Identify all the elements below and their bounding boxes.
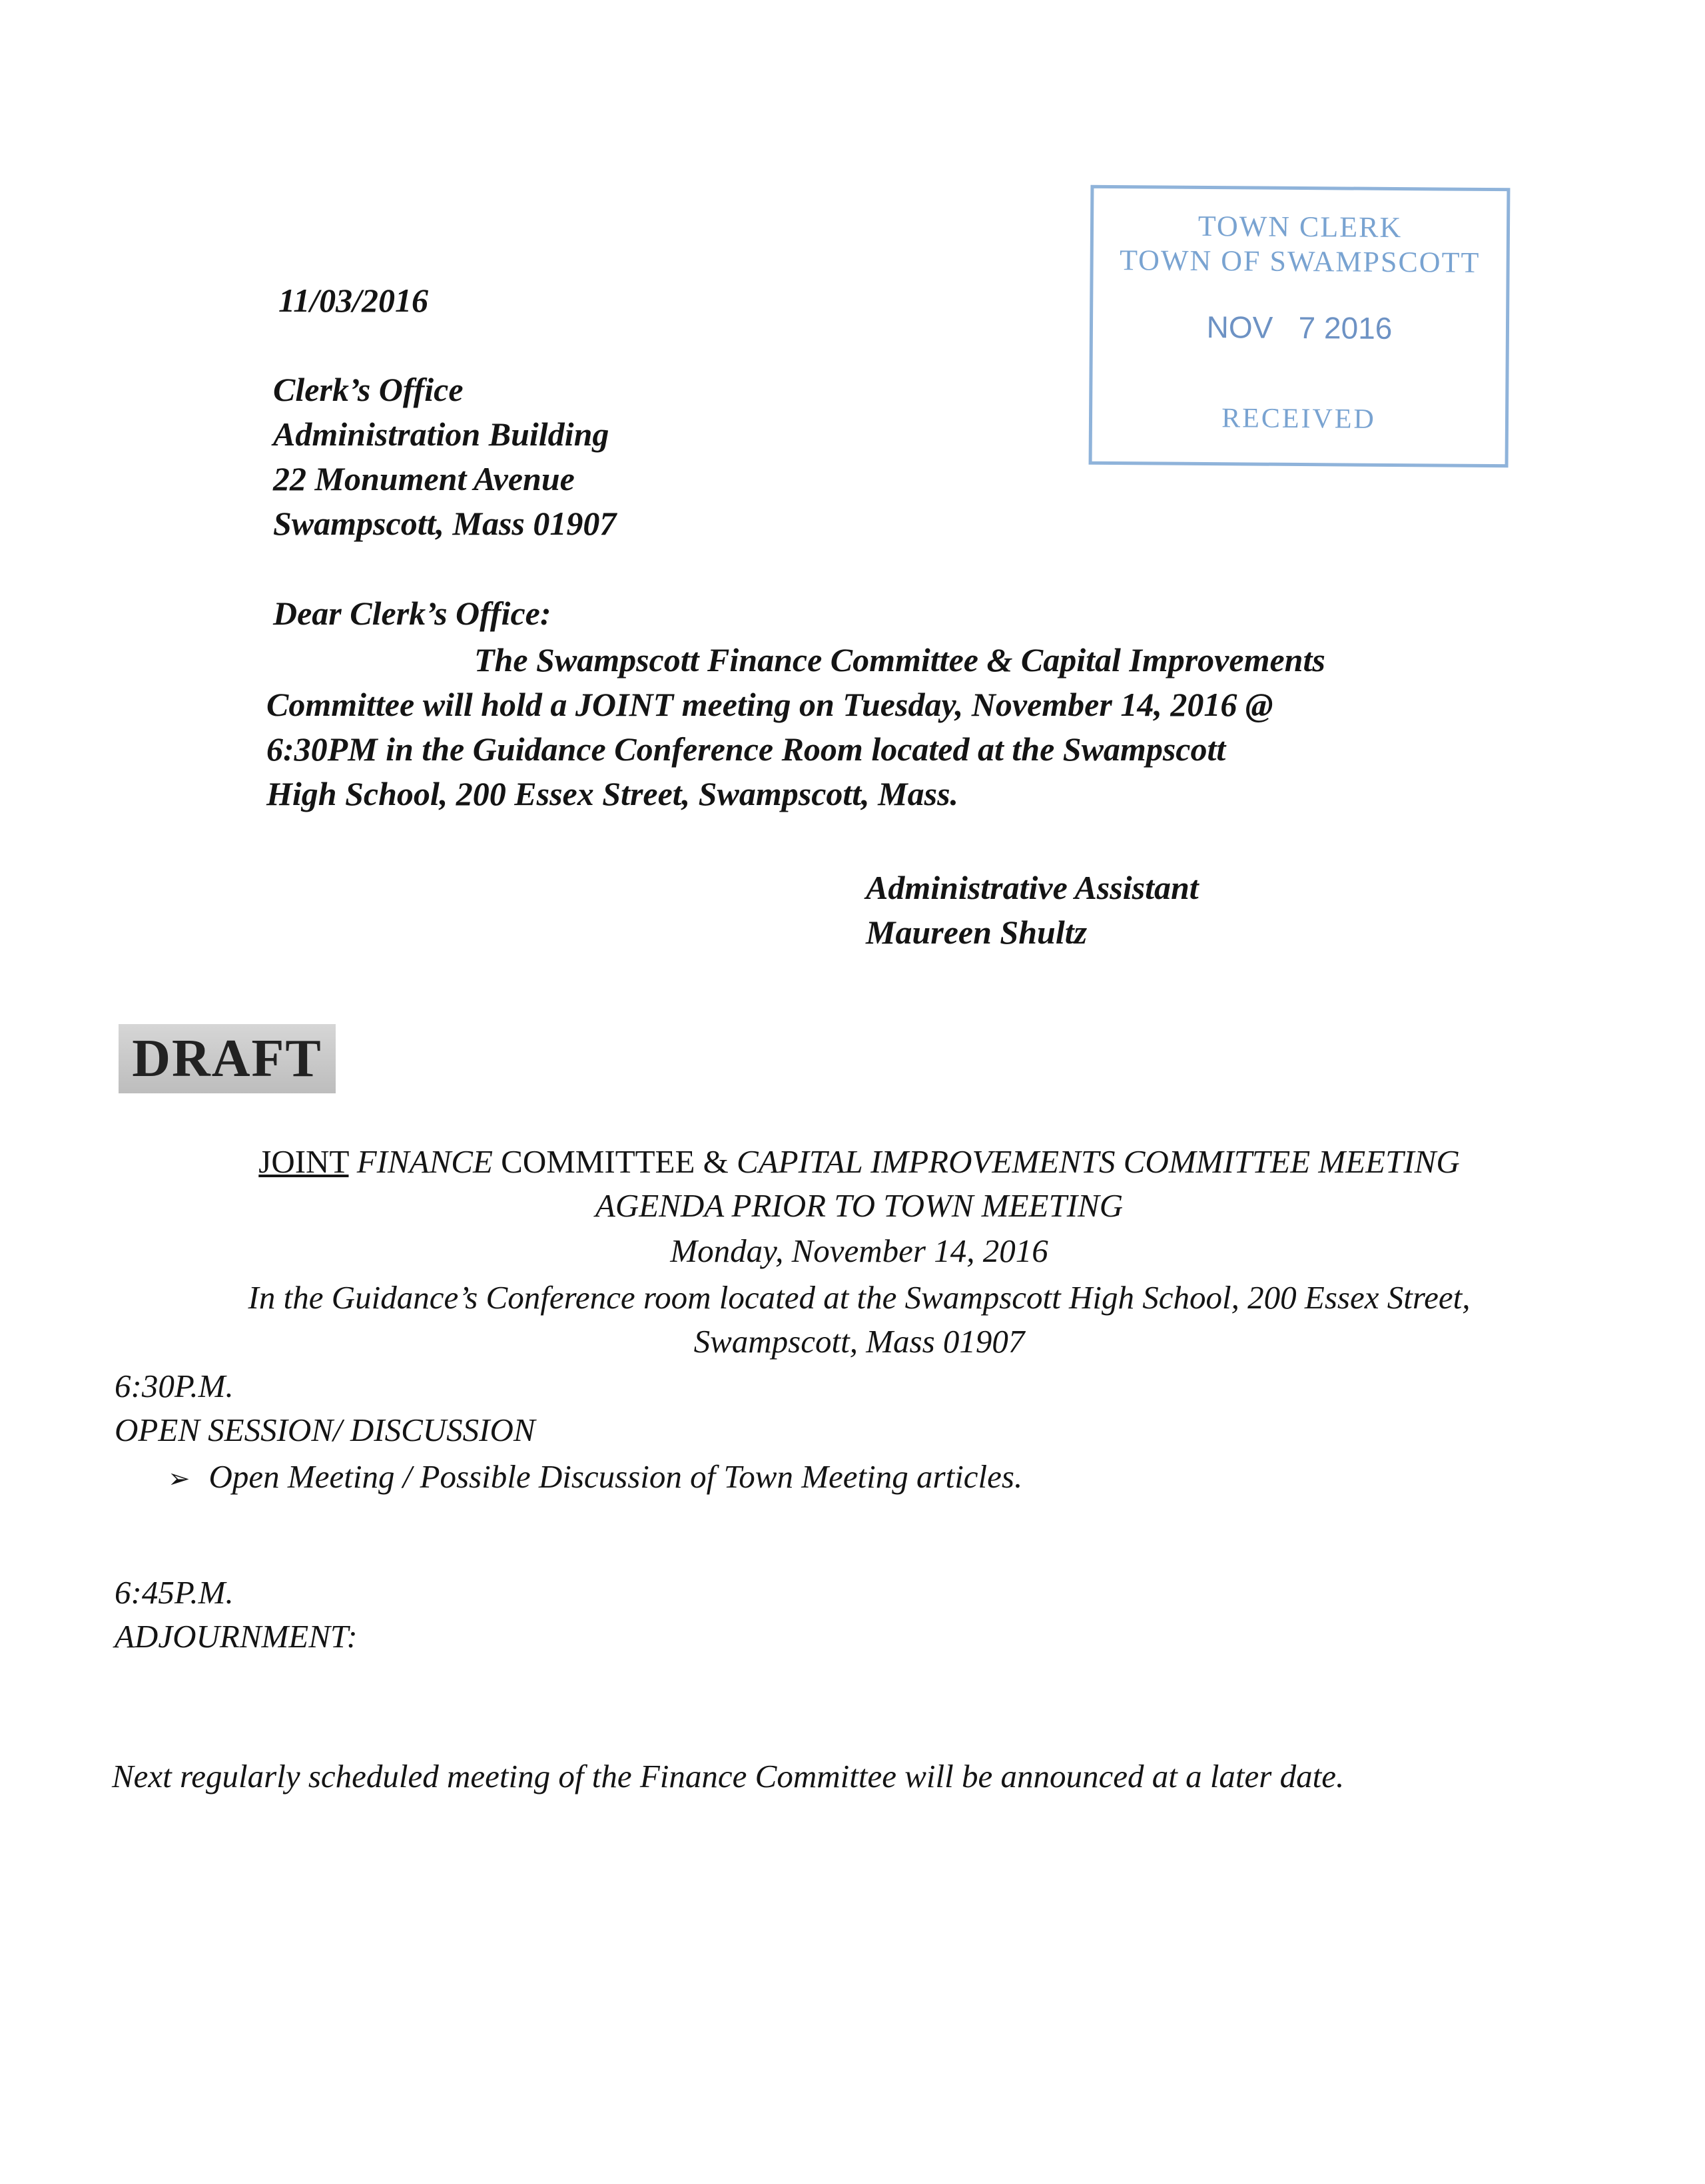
agenda-title-joint: JOINT bbox=[258, 1143, 349, 1180]
signature-name: Maureen Shultz bbox=[866, 914, 1088, 951]
agenda-subtitle: AGENDA PRIOR TO TOWN MEETING bbox=[595, 1187, 1124, 1224]
agenda-bullet bbox=[168, 1456, 1022, 1500]
received-stamp bbox=[1089, 185, 1511, 467]
agenda-title-rest: CAPITAL IMPROVEMENTS COMMITTEE MEETING bbox=[737, 1143, 1460, 1180]
agenda-item-heading: ADJOURNMENT: bbox=[115, 1618, 358, 1655]
letter-date: 11/03/2016 bbox=[278, 282, 429, 319]
agenda-item-heading: OPEN SESSION/ DISCUSSION bbox=[115, 1412, 535, 1448]
signature-block bbox=[866, 866, 1199, 955]
agenda-title-finance: FINANCE bbox=[356, 1143, 493, 1180]
agenda-location-line-2: Swampscott, Mass 01907 bbox=[693, 1323, 1025, 1360]
address-line: Administration Building bbox=[273, 415, 609, 453]
stamp-date: NOV 7 2016 bbox=[1206, 310, 1393, 346]
address-line: Swampscott, Mass 01907 bbox=[273, 505, 617, 542]
agenda-title-committee: COMMITTEE & bbox=[501, 1143, 729, 1180]
agenda-location-line-1: In the Guidance’s Conference room located at the Swampscott High School, 200 Essex Street, bbox=[248, 1279, 1471, 1316]
body-line: High School, 200 Essex Street, Swampscott, Mass. bbox=[266, 775, 959, 812]
agenda-date: Monday, November 14, 2016 bbox=[670, 1232, 1048, 1269]
address-line: 22 Monument Avenue bbox=[273, 460, 575, 497]
arrow-bullet-icon: ➢ bbox=[168, 1464, 190, 1494]
agenda-bullet-text: Open Meeting / Possible Discussion of Town Meeting articles. bbox=[208, 1458, 1023, 1495]
agenda-item-time: 6:45P.M. bbox=[115, 1574, 234, 1611]
recipient-address bbox=[273, 368, 616, 546]
draft-heading: DRAFT bbox=[119, 1024, 336, 1093]
stamp-status: RECEIVED bbox=[1221, 403, 1377, 435]
letter-body bbox=[266, 638, 1325, 816]
address-line: Clerk’s Office bbox=[273, 371, 464, 408]
agenda-title bbox=[80, 1140, 1638, 1184]
salutation: Dear Clerk’s Office: bbox=[273, 595, 551, 632]
body-line: 6:30PM in the Guidance Conference Room located at the Swampscott bbox=[266, 730, 1226, 768]
stamp-line-1: TOWN CLERK bbox=[1197, 209, 1403, 244]
body-line: Committee will hold a JOINT meeting on Tuesday, November 14, 2016 @ bbox=[266, 686, 1273, 723]
agenda-item-time: 6:30P.M. bbox=[115, 1368, 234, 1404]
agenda-footer: Next regularly scheduled meeting of the Finance Committee will be announced at a later date. bbox=[112, 1758, 1345, 1794]
stamp-line-2: TOWN OF SWAMPSCOTT bbox=[1119, 244, 1481, 279]
body-line: The Swampscott Finance Committee & Capital Improvements bbox=[474, 641, 1325, 679]
signature-title: Administrative Assistant bbox=[866, 869, 1199, 906]
